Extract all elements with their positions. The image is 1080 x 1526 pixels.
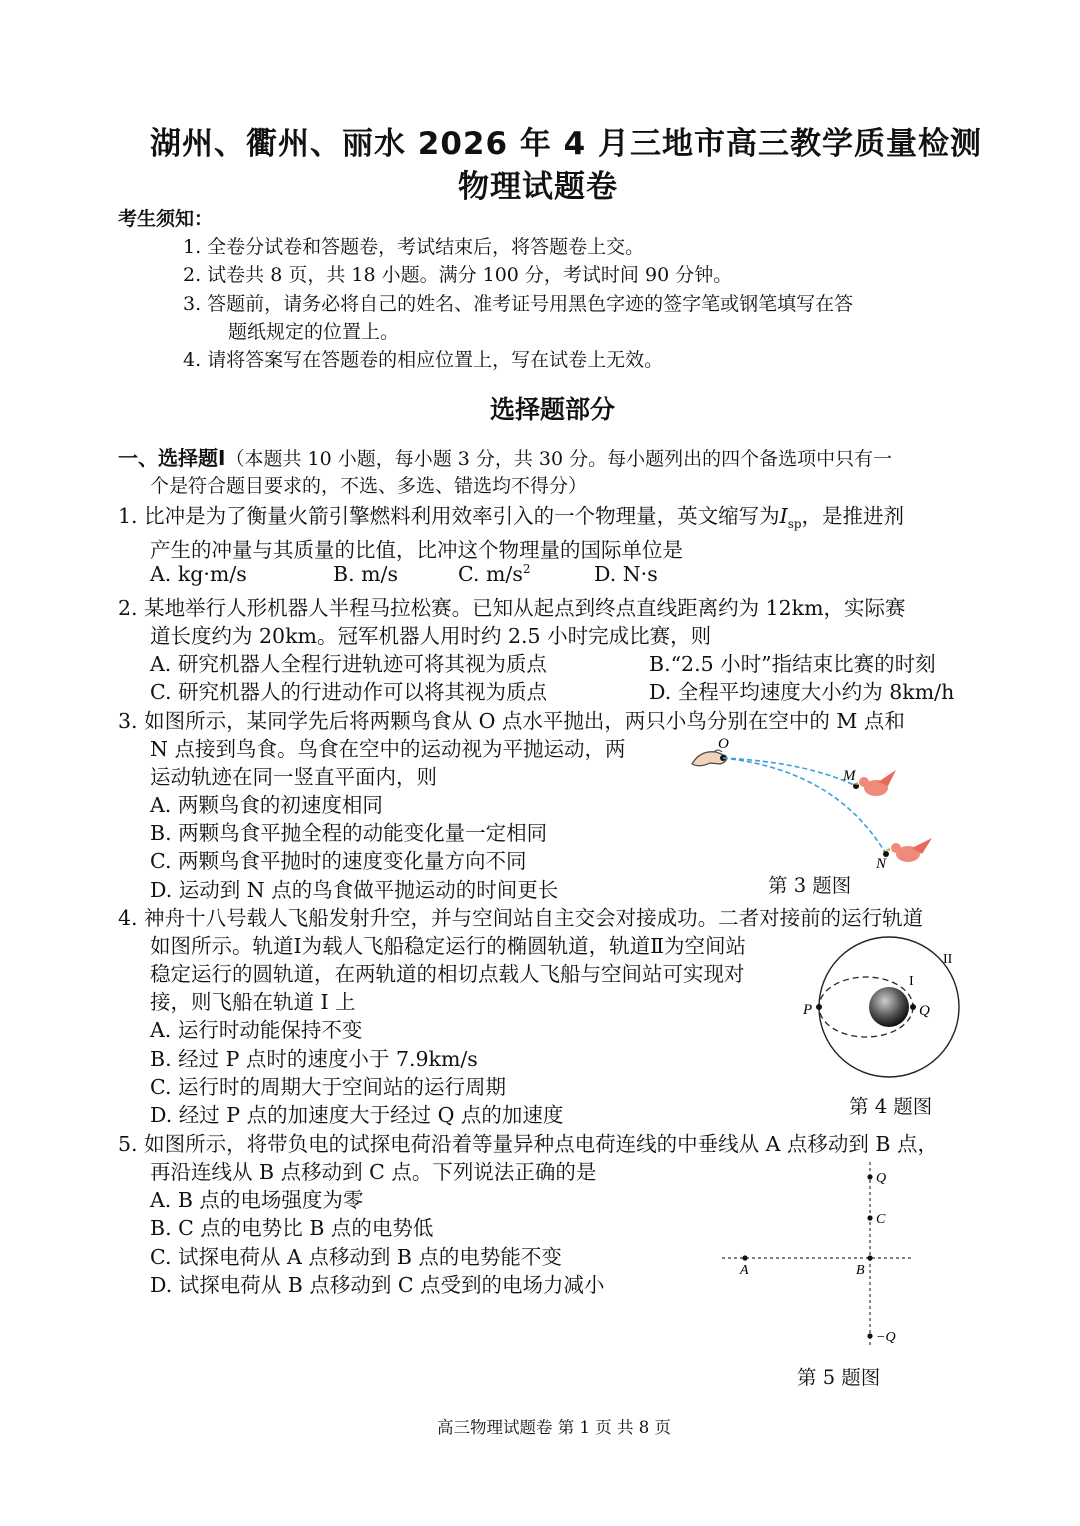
q3-option-a: A. 两颗鸟食的初速度相同 [150,793,383,817]
label-c: C [876,1212,886,1227]
q1-symbol: I [779,504,788,528]
q5-line1: 5. 如图所示，将带负电的试探电荷沿着等量异种点电荷连线的中垂线从 A 点移动到 B 点， [118,1132,939,1156]
point-p [816,1004,822,1010]
q3-option-c: C. 两颗鸟食平抛时的速度变化量方向不同 [150,849,527,873]
label-neg-q: −Q [876,1330,896,1345]
notice-item: 题纸规定的位置上。 [228,321,400,343]
q3-caption: 第 3 题图 [768,874,852,897]
q4-line4: 接，则飞船在轨道 I 上 [150,990,356,1014]
notice-item: 3. 答题前，请务必将自己的姓名、准考证号用黑色字迹的签字笔或钢笔填写在答 [183,293,854,315]
q4-option-a: A. 运行时动能保持不变 [150,1018,363,1042]
page-title: 湖州、衢州、丽水 2026 年 4 月三地市高三教学质量检测 [150,126,983,162]
q2-line1: 2. 某地举行人形机器人半程马拉松赛。已知从起点到终点直线距离约为 12km，实际赛 [118,596,906,620]
q1-option-b: B. m/s [333,562,398,586]
label-b: B [856,1263,865,1278]
trajectory-m [723,758,856,786]
label-q: Q [876,1171,887,1186]
part-heading: 一、选择题Ⅰ [118,446,226,470]
q5-option-d: D. 试探电荷从 B 点移动到 C 点受到的电场力减小 [150,1273,605,1297]
q4-line3: 稳定运行的圆轨道，在两轨道的相切点载人飞船与空间站可实现对 [150,962,745,986]
q4-line1: 4. 神舟十八号载人飞船发射升空，并与空间站自主交会对接成功。二者对接前的运行轨道 [118,906,924,930]
label-orbit-ii: II [943,952,953,967]
point-a [742,1255,747,1260]
q4-option-d: D. 经过 P 点的加速度大于经过 Q 点的加速度 [150,1103,564,1127]
q5-option-c: C. 试探电荷从 A 点移动到 B 点的电势能不变 [150,1245,562,1269]
q3-line3: 运动轨迹在同一竖直平面内，则 [150,765,437,789]
point-b [867,1255,872,1260]
q2-line2: 道长度约为 20km。冠军机器人用时约 2.5 小时完成比赛，则 [150,624,712,648]
label-m: M [843,768,856,784]
q2-option-b: B.“2.5 小时”指结束比赛的时刻 [649,652,936,676]
q1-option-a: A. kg·m/s [150,562,247,586]
notice-heading: 考生须知： [118,208,214,230]
section-title: 选择题部分 [490,395,616,424]
q4-option-b: B. 经过 P 点时的速度小于 7.9km/s [150,1047,478,1071]
notice-item: 4. 请将答案写在答题卷的相应位置上，写在试卷上无效。 [183,349,664,371]
q1-option-c [458,562,531,586]
charge-positive [867,1174,872,1179]
q1-line2: 产生的冲量与其质量的比值，比冲这个物理量的国际单位是 [150,538,683,562]
q1-option-d: D. N·s [594,562,658,586]
label-orbit-i: I [909,974,914,989]
bird-m-icon [853,770,896,796]
part-desc: （本题共 10 小题，每小题 3 分，共 30 分。每小题列出的四个备选项中只有一 [225,448,893,470]
q4-option-c: C. 运行时的周期大于空间站的运行周期 [150,1075,506,1099]
q5-line2: 再沿连线从 B 点移动到 C 点。下列说法正确的是 [150,1160,597,1184]
q5-caption: 第 5 题图 [797,1366,881,1389]
q3-option-d: D. 运动到 N 点的鸟食做平抛运动的时间更长 [150,878,559,902]
q3-line1: 3. 如图所示，某同学先后将两颗鸟食从 O 点水平抛出，两只小鸟分别在空中的 M 点和 [118,709,905,733]
notice-item: 2. 试卷共 8 页，共 18 小题。满分 100 分，考试时间 90 分钟。 [183,264,733,286]
part-heading-line [118,442,892,471]
bird-n-icon [885,838,932,862]
q1-text-end: ，是推进剂 [801,504,905,528]
q3-figure [686,730,946,875]
q3-option-b: B. 两颗鸟食平抛全程的动能变化量一定相同 [150,821,548,845]
label-p: P [803,1002,813,1018]
label-q: Q [919,1003,930,1019]
point-q [910,1004,916,1010]
q5-option-b: B. C 点的电势比 B 点的电势低 [150,1216,434,1240]
label-o: O [718,736,729,752]
q5-option-a: A. B 点的电场强度为零 [150,1188,364,1212]
q2-option-d: D. 全程平均速度大小约为 8km/h [649,680,955,704]
charge-negative [867,1333,872,1338]
q1-option-c-text: C. m/s [458,562,523,586]
q1-text: 1. 比冲是为了衡量火箭引擎燃料利用效率引入的一个物理量，英文缩写为 [118,504,780,528]
q4-line2: 如图所示。轨道Ⅰ为载人飞船稳定运行的椭圆轨道，轨道Ⅱ为空间站 [150,934,747,958]
page-footer: 高三物理试题卷 第 1 页 共 8 页 [437,1418,671,1437]
part-desc-2: 个是符合题目要求的，不选、多选、错选均不得分） [150,475,588,497]
q1-option-c-sup: 2 [522,562,531,577]
q1-line1 [118,499,904,531]
point-c [867,1215,872,1220]
q4-caption: 第 4 题图 [849,1095,933,1118]
trajectory-n [723,758,886,854]
q3-line2: N 点接到鸟食。鸟食在空中的运动视为平抛运动，两 [150,737,626,761]
q4-figure [795,935,970,1085]
q2-option-c: C. 研究机器人的行进动作可以将其视为质点 [150,680,547,704]
q2-option-a: A. 研究机器人全程行进轨迹可将其视为质点 [150,652,547,676]
earth-icon [869,987,909,1027]
label-n: N [876,856,887,872]
page-subtitle: 物理试题卷 [458,169,618,205]
label-a: A [740,1263,749,1278]
q5-figure [718,1160,918,1350]
notice-item: 1. 全卷分试卷和答题卷，考试结束后，将答题卷上交。 [183,236,645,258]
q1-subscript: sp [787,517,802,532]
